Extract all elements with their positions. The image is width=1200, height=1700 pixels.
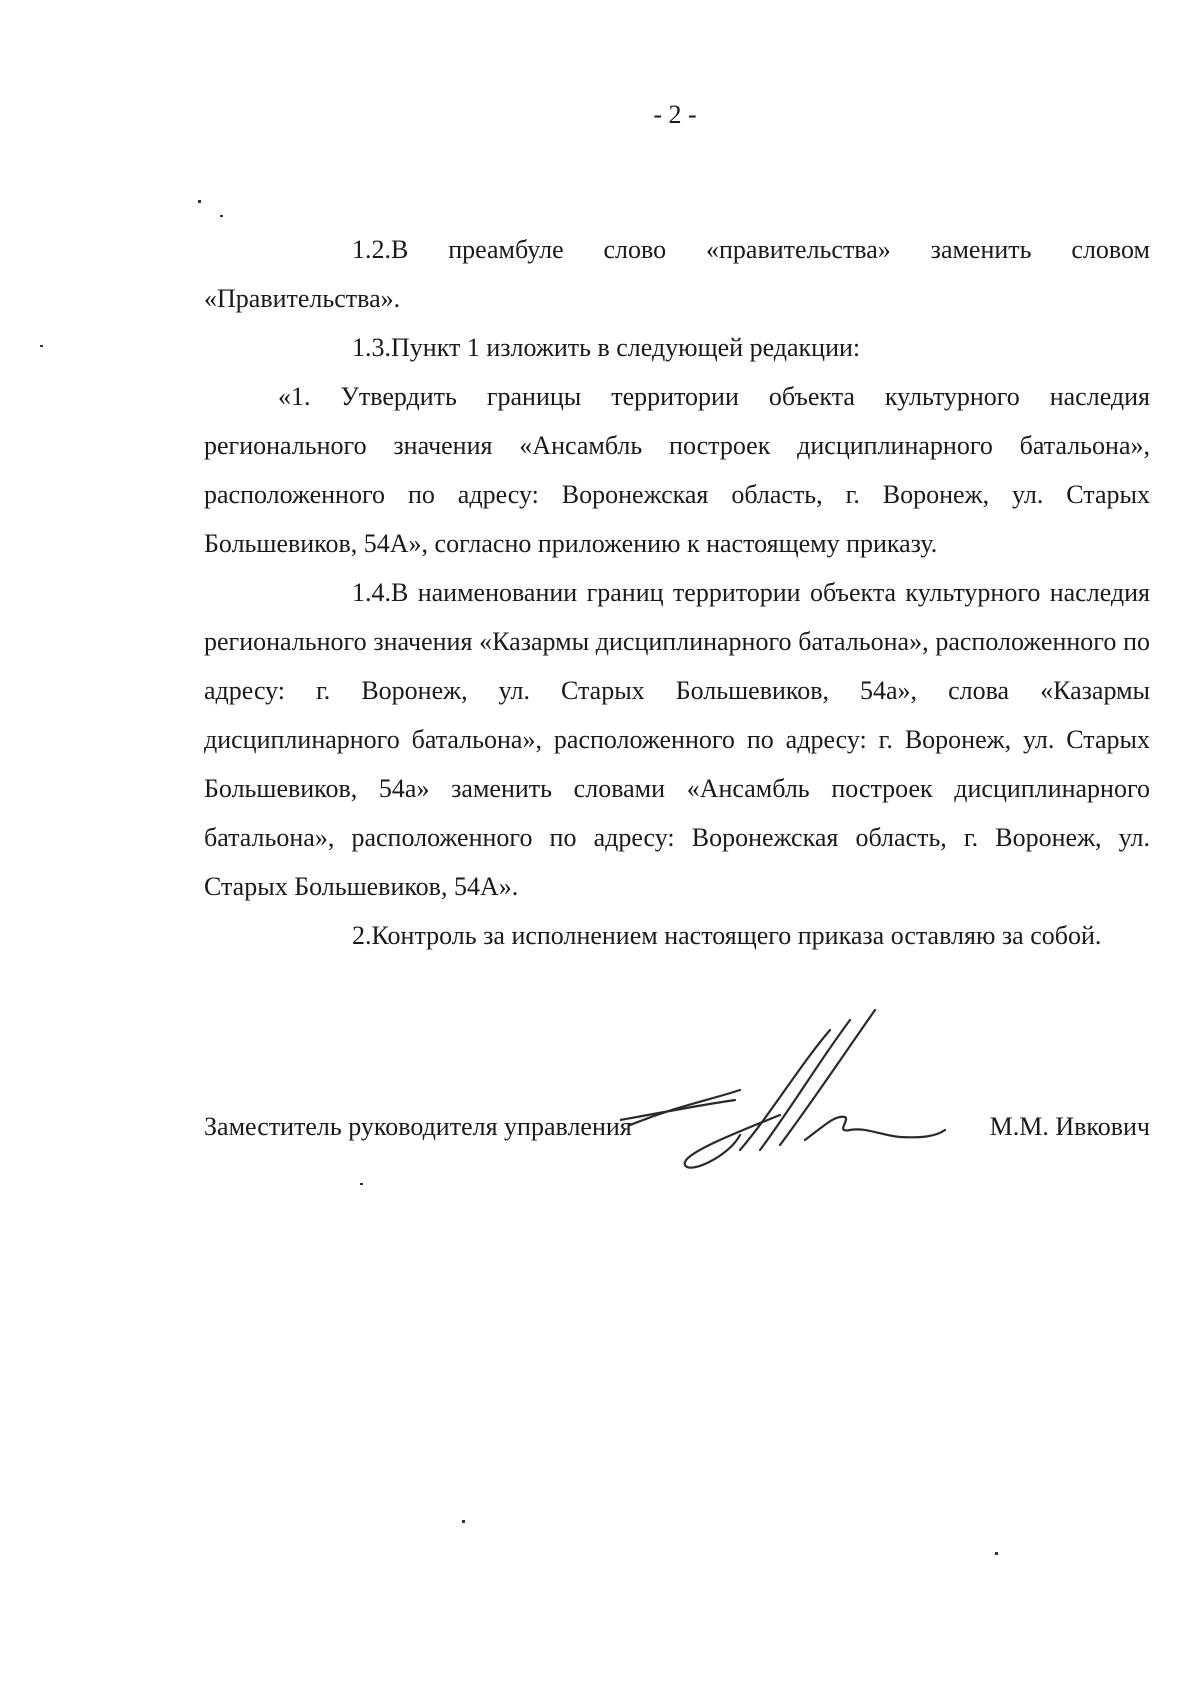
scan-speck <box>220 215 223 217</box>
paragraph-1-4 <box>204 568 1150 911</box>
paragraph-text: Контроль за исполнением настоящего приказа оставляю за собой. <box>371 921 1102 950</box>
paragraph-1-2 <box>204 225 1150 323</box>
scan-speck <box>360 1183 363 1185</box>
scan-speck <box>40 345 43 347</box>
paragraph-text: Пункт 1 изложить в следующей редакции: <box>391 333 861 362</box>
paragraph-2 <box>204 911 1150 960</box>
scan-speck <box>198 200 201 203</box>
signatory-name: М.М. Ивкович <box>989 1112 1150 1141</box>
paragraph-number: 2. <box>352 921 372 950</box>
paragraph-text: В преамбуле слово «правительства» заменить словом «Правительства». <box>204 235 1150 313</box>
paragraph-text: В наименовании границ территории объекта культурного наследия регионального значения «Казармы дисциплинарного батальона», расположенного по адресу: г. Воронеж, ул. Старых Большевиков, 54а», слова «Казармы дисциплинарного батальона», расположенного по адресу: г. Воронеж, ул. Старых Большевиков, 54а» заменить словами «Ансамбль построек дисциплинарного батальона», расположенного по адресу: Воронежская область, г. Воронеж, ул. Старых Большевиков, 54А». <box>204 578 1150 901</box>
paragraph-number: 1.3. <box>352 333 391 362</box>
paragraph-text: «1. Утвердить границы территории объекта культурного наследия регионального значения «Ансамбль построек дисциплинарного батальона», расположенного по адресу: Воронежская область, г. Воронеж, ул. Старых Большевиков, 54А», согласно приложению к настоящему приказу. <box>204 382 1150 558</box>
paragraph-number: 1.4. <box>352 578 391 607</box>
handwritten-signature <box>620 1005 980 1185</box>
scan-speck <box>462 1520 465 1523</box>
document-body <box>204 225 1150 960</box>
page-number: - 2 - <box>653 100 697 129</box>
paragraph-quoted-1 <box>204 372 1150 568</box>
signature-line <box>204 1112 1150 1152</box>
signatory-title: Заместитель руководителя управления <box>204 1112 632 1141</box>
paragraph-number: 1.2. <box>352 235 391 264</box>
paragraph-1-3 <box>204 323 1150 372</box>
scan-speck <box>995 1552 998 1555</box>
